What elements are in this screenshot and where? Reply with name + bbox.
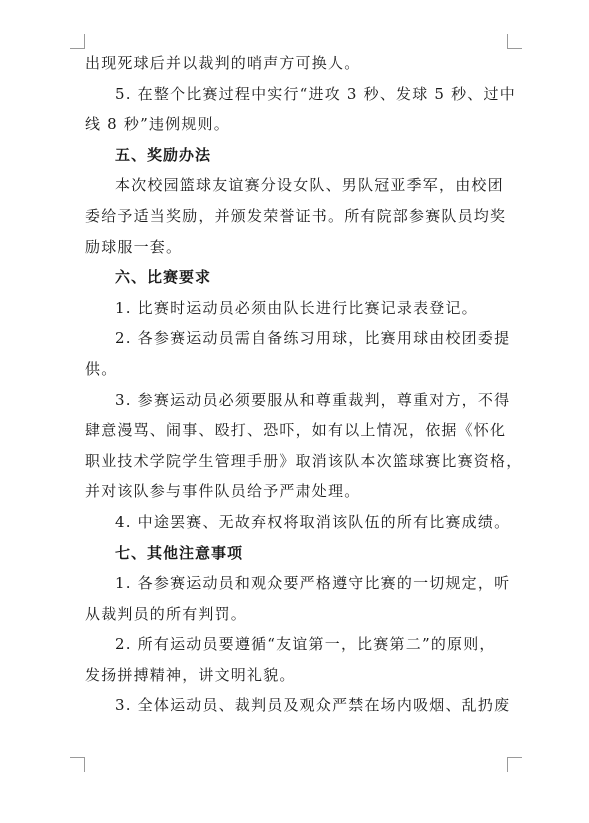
document-body (85, 48, 523, 721)
body-text-line: 2. 所有运动员要遵循“友谊第一，比赛第二”的原则， (115, 635, 496, 654)
body-text-line: 3. 参赛运动员必须要服从和尊重裁判，尊重对方，不得 (115, 390, 511, 409)
body-text-line: 本次校园篮球友谊赛分设女队、男队冠亚季军，由校团 (115, 176, 504, 195)
margin-corner-mark (70, 757, 85, 772)
body-text-line: 发扬拼搏精神，讲文明礼貌。 (85, 665, 296, 684)
body-text-line: 肆意漫骂、闹事、殴打、恐吓，如有以上情况，依据《怀化 (85, 421, 507, 440)
body-text-line: 并对该队参与事件队员给予严肃处理。 (85, 482, 361, 501)
section-heading: 五、奖励办法 (115, 145, 212, 164)
body-text-line: 1. 比赛时运动员必须由队长进行比赛记录表登记。 (115, 298, 478, 317)
body-text-line: 4. 中途罢赛、无故弃权将取消该队伍的所有比赛成绩。 (115, 512, 511, 531)
body-text-line: 从裁判员的所有判罚。 (85, 604, 248, 623)
body-text-line: 出现死球后并以裁判的哨声方可换人。 (85, 54, 361, 72)
body-text-line: 线 8 秒”违例规则。 (85, 115, 230, 134)
body-text-line: 1. 各参赛运动员和观众要严格遵守比赛的一切规定，听 (115, 574, 511, 593)
body-text-line: 5. 在整个比赛过程中实行“进攻 3 秒、发球 5 秒、过中 (115, 84, 516, 103)
section-heading: 七、其他注意事项 (115, 543, 244, 562)
body-text-line: 2. 各参赛运动员需自备练习用球，比赛用球由校团委提 (115, 329, 511, 348)
body-text-line: 职业技术学院学生管理手册》取消该队本次篮球赛比赛资格， (85, 451, 523, 470)
body-text-line: 委给予适当奖励，并颁发荣誉证书。所有院部参赛队员均奖 (85, 206, 507, 225)
section-heading: 六、比赛要求 (115, 268, 212, 287)
body-text-line: 励球服一套。 (85, 237, 183, 256)
margin-corner-mark (507, 34, 522, 49)
body-text-line: 供。 (85, 359, 118, 378)
body-text-line: 3. 全体运动员、裁判员及观众严禁在场内吸烟、乱扔废 (115, 696, 511, 715)
margin-corner-mark (70, 34, 85, 49)
margin-corner-mark (507, 757, 522, 772)
